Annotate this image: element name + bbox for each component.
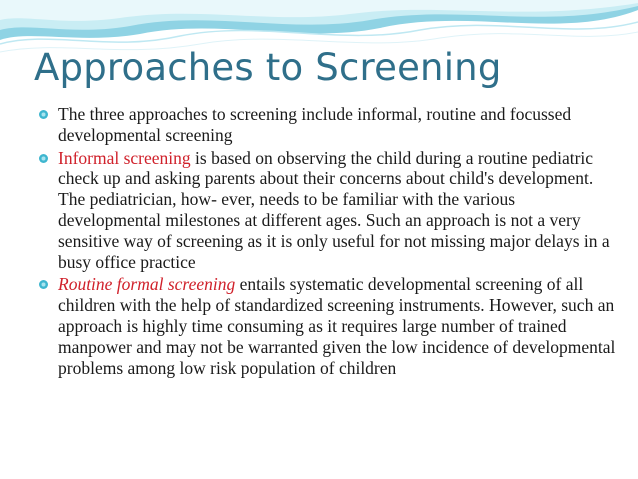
- page-title: Approaches to Screening: [34, 46, 502, 89]
- circle-bullet-icon: [37, 278, 50, 291]
- bullet-text: The three approaches to screening include informal, routine and focussed developmental screening: [58, 104, 572, 145]
- bullet-highlight: Routine formal screening: [58, 274, 236, 295]
- circle-bullet-icon: [37, 108, 50, 121]
- bullet-text: is based on observing the child during a routine pediatric check up and asking parents about their concerns about child's development. The pediatrician, how- ever, needs to be familiar with the various developmental milestones at different ages. Such an approach is not a very sensitive way of screening as it is only useful for not missing major delays in a busy office practice: [58, 147, 610, 272]
- circle-bullet-icon: [37, 152, 50, 165]
- bullet-item-2: [36, 148, 616, 273]
- bullet-highlight: Informal screening: [58, 147, 191, 168]
- bullet-item-1: [36, 104, 616, 146]
- bullet-text: entails systematic developmental screening of all children with the help of standardized screening instruments. However, such an approach is highly time consuming as it requires large number of trained manpower and may not be warranted given the low incidence of developmental problems among low risk population of children: [58, 274, 616, 378]
- bullet-item-3: [36, 274, 616, 378]
- bullet-list: [36, 104, 616, 380]
